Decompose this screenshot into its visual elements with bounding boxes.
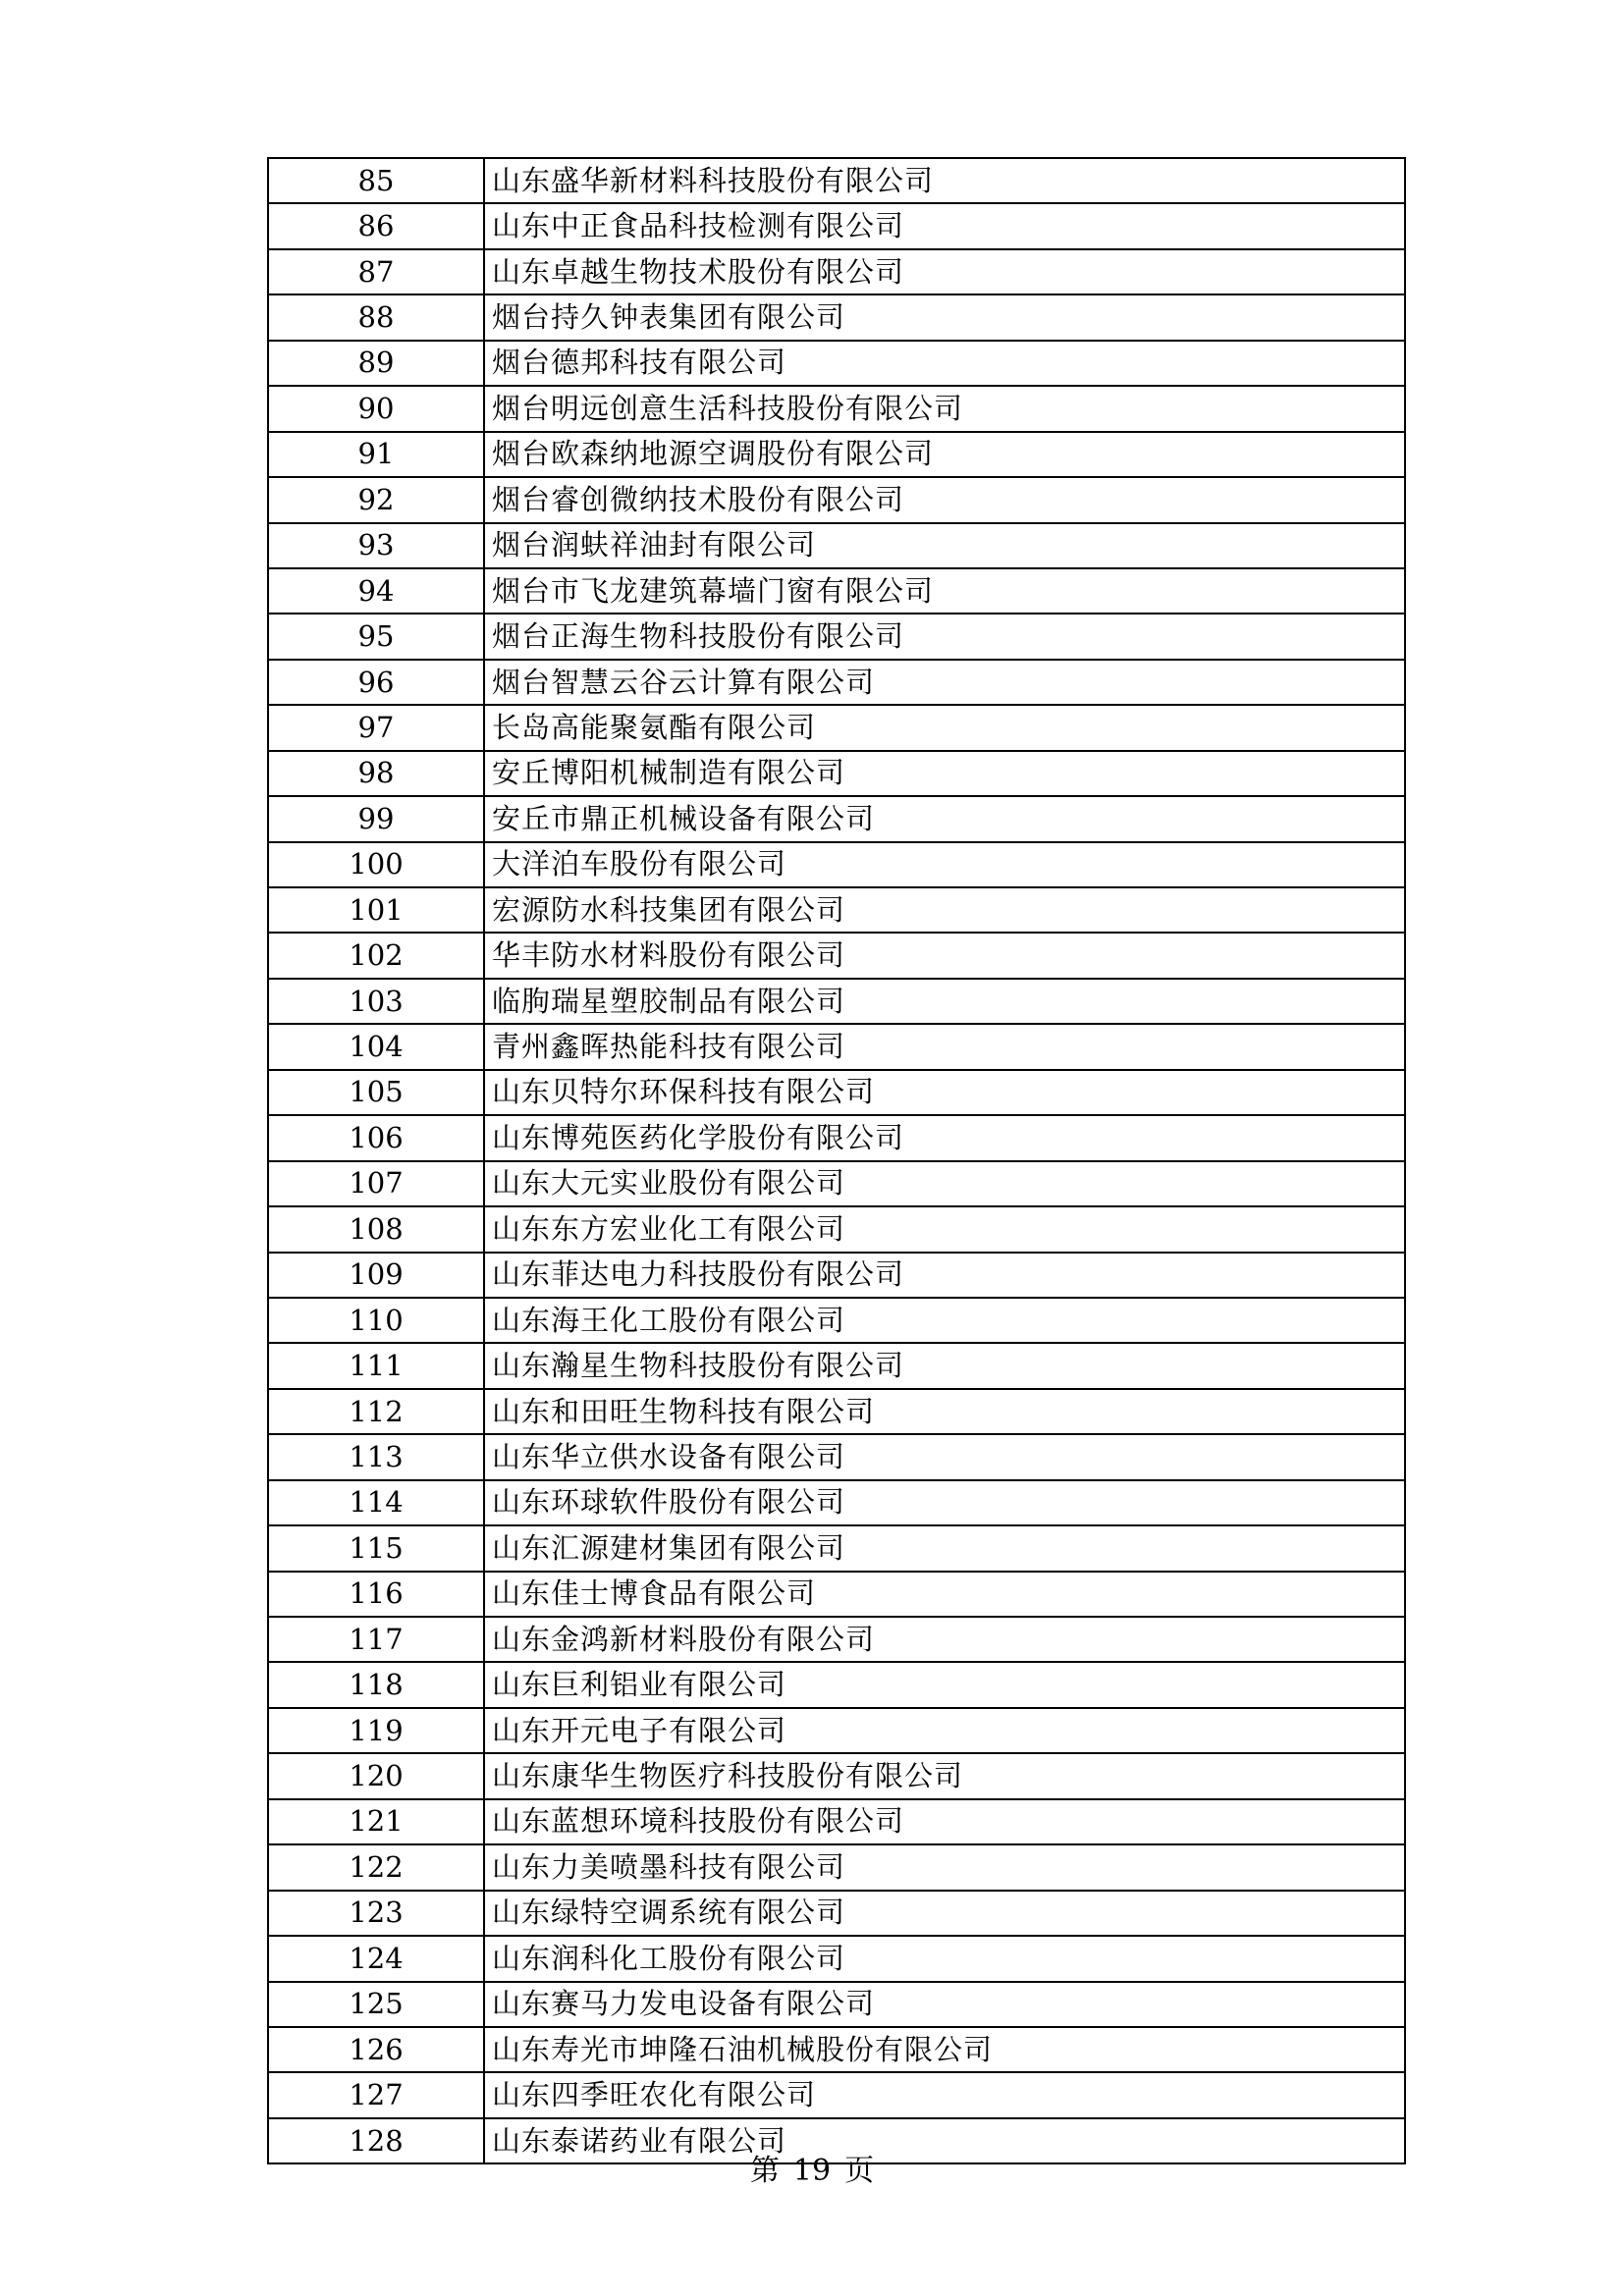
row-number-cell: 125 (268, 1982, 484, 2027)
company-name-cell: 山东和田旺生物科技有限公司 (484, 1389, 1405, 1434)
row-number-cell: 112 (268, 1389, 484, 1434)
table-row (268, 842, 1405, 887)
row-number-cell: 124 (268, 1936, 484, 1981)
company-name-cell: 山东盛华新材料科技股份有限公司 (484, 158, 1405, 203)
table-row (268, 705, 1405, 750)
table-row (268, 1115, 1405, 1160)
page-footer-suffix: 页 (844, 2154, 875, 2188)
company-name-cell: 华丰防水材料股份有限公司 (484, 933, 1405, 978)
table-row (268, 568, 1405, 614)
table-row (268, 660, 1405, 705)
company-name-cell: 烟台德邦科技有限公司 (484, 341, 1405, 386)
table-row (268, 1161, 1405, 1206)
row-number-cell: 110 (268, 1298, 484, 1343)
row-number-cell: 104 (268, 1024, 484, 1069)
row-number-cell: 126 (268, 2027, 484, 2072)
table-row (268, 386, 1405, 431)
company-name-cell: 烟台市飞龙建筑幕墙门窗有限公司 (484, 568, 1405, 614)
row-number-cell: 94 (268, 568, 484, 614)
company-name-cell: 山东汇源建材集团有限公司 (484, 1525, 1405, 1571)
company-name-cell: 烟台智慧云谷云计算有限公司 (484, 660, 1405, 705)
company-name-cell: 山东贝特尔环保科技有限公司 (484, 1070, 1405, 1115)
row-number-cell: 102 (268, 933, 484, 978)
row-number-cell: 116 (268, 1572, 484, 1617)
table-body (268, 158, 1405, 2163)
table-row (268, 203, 1405, 248)
company-name-cell: 山东四季旺农化有限公司 (484, 2072, 1405, 2117)
company-name-cell: 山东环球软件股份有限公司 (484, 1480, 1405, 1525)
page-footer-prefix: 第 (749, 2154, 780, 2188)
table-row (268, 1206, 1405, 1252)
row-number-cell: 88 (268, 294, 484, 340)
table-row (268, 979, 1405, 1024)
company-name-cell: 山东寿光市坤隆石油机械股份有限公司 (484, 2027, 1405, 2072)
row-number-cell: 118 (268, 1662, 484, 1707)
row-number-cell: 85 (268, 158, 484, 203)
table-row (268, 1936, 1405, 1981)
row-number-cell: 101 (268, 887, 484, 933)
table-row (268, 249, 1405, 294)
company-name-cell: 山东瀚星生物科技股份有限公司 (484, 1343, 1405, 1388)
company-name-cell: 烟台润蚨祥油封有限公司 (484, 523, 1405, 568)
table-row (268, 1844, 1405, 1890)
row-number-cell: 86 (268, 203, 484, 248)
row-number-cell: 103 (268, 979, 484, 1024)
table-row (268, 887, 1405, 933)
row-number-cell: 119 (268, 1708, 484, 1753)
company-name-cell: 山东东方宏业化工有限公司 (484, 1206, 1405, 1252)
table-row (268, 1753, 1405, 1798)
row-number-cell: 92 (268, 477, 484, 522)
row-number-cell: 111 (268, 1343, 484, 1388)
table-row (268, 1480, 1405, 1525)
company-name-cell: 烟台持久钟表集团有限公司 (484, 294, 1405, 340)
table-row (268, 1708, 1405, 1753)
table-row (268, 1891, 1405, 1936)
table-row (268, 1662, 1405, 1707)
company-name-cell: 山东大元实业股份有限公司 (484, 1161, 1405, 1206)
table-row (268, 1799, 1405, 1844)
row-number-cell: 120 (268, 1753, 484, 1798)
company-name-cell: 山东康华生物医疗科技股份有限公司 (484, 1753, 1405, 1798)
row-number-cell: 108 (268, 1206, 484, 1252)
row-number-cell: 113 (268, 1434, 484, 1479)
page-footer (0, 2154, 1624, 2188)
row-number-cell: 107 (268, 1161, 484, 1206)
row-number-cell: 97 (268, 705, 484, 750)
company-name-cell: 临朐瑞星塑胶制品有限公司 (484, 979, 1405, 1024)
table-row (268, 1298, 1405, 1343)
row-number-cell: 127 (268, 2072, 484, 2117)
row-number-cell: 117 (268, 1617, 484, 1662)
company-name-cell: 山东蓝想环境科技股份有限公司 (484, 1799, 1405, 1844)
company-name-cell: 长岛高能聚氨酯有限公司 (484, 705, 1405, 750)
company-name-cell: 山东卓越生物技术股份有限公司 (484, 249, 1405, 294)
company-name-cell: 山东中正食品科技检测有限公司 (484, 203, 1405, 248)
table-row (268, 2027, 1405, 2072)
company-name-cell: 宏源防水科技集团有限公司 (484, 887, 1405, 933)
row-number-cell: 122 (268, 1844, 484, 1890)
company-name-cell: 安丘市鼎正机械设备有限公司 (484, 796, 1405, 841)
row-number-cell: 121 (268, 1799, 484, 1844)
table-row (268, 1024, 1405, 1069)
company-name-cell: 山东佳士博食品有限公司 (484, 1572, 1405, 1617)
row-number-cell: 90 (268, 386, 484, 431)
table-row (268, 751, 1405, 796)
table-row (268, 933, 1405, 978)
company-name-cell: 山东开元电子有限公司 (484, 1708, 1405, 1753)
company-name-cell: 烟台欧森纳地源空调股份有限公司 (484, 432, 1405, 477)
company-name-cell: 山东绿特空调系统有限公司 (484, 1891, 1405, 1936)
table-row (268, 158, 1405, 203)
company-list-table (267, 157, 1406, 2164)
row-number-cell: 87 (268, 249, 484, 294)
company-name-cell: 烟台睿创微纳技术股份有限公司 (484, 477, 1405, 522)
company-name-cell: 山东润科化工股份有限公司 (484, 1936, 1405, 1981)
table-row (268, 614, 1405, 659)
table-row (268, 1434, 1405, 1479)
table-row (268, 796, 1405, 841)
table-row (268, 1343, 1405, 1388)
company-name-cell: 山东菲达电力科技股份有限公司 (484, 1253, 1405, 1298)
company-name-cell: 山东华立供水设备有限公司 (484, 1434, 1405, 1479)
row-number-cell: 98 (268, 751, 484, 796)
company-name-cell: 山东博苑医药化学股份有限公司 (484, 1115, 1405, 1160)
row-number-cell: 96 (268, 660, 484, 705)
table-row (268, 432, 1405, 477)
table-row (268, 2072, 1405, 2117)
company-name-cell: 烟台正海生物科技股份有限公司 (484, 614, 1405, 659)
table-row (268, 1070, 1405, 1115)
table-row (268, 294, 1405, 340)
company-name-cell: 山东金鸿新材料股份有限公司 (484, 1617, 1405, 1662)
company-name-cell: 山东赛马力发电设备有限公司 (484, 1982, 1405, 2027)
row-number-cell: 109 (268, 1253, 484, 1298)
company-name-cell: 大洋泊车股份有限公司 (484, 842, 1405, 887)
page-number: 19 (792, 2154, 832, 2188)
row-number-cell: 89 (268, 341, 484, 386)
table-row (268, 1982, 1405, 2027)
table-row (268, 1572, 1405, 1617)
table-row (268, 1617, 1405, 1662)
row-number-cell: 93 (268, 523, 484, 568)
table-row (268, 1253, 1405, 1298)
row-number-cell: 105 (268, 1070, 484, 1115)
table-row (268, 341, 1405, 386)
row-number-cell: 95 (268, 614, 484, 659)
table-row (268, 1389, 1405, 1434)
company-name-cell: 山东力美喷墨科技有限公司 (484, 1844, 1405, 1890)
row-number-cell: 114 (268, 1480, 484, 1525)
row-number-cell: 128 (268, 2118, 484, 2163)
table-row (268, 523, 1405, 568)
company-name-cell: 山东巨利铝业有限公司 (484, 1662, 1405, 1707)
row-number-cell: 106 (268, 1115, 484, 1160)
row-number-cell: 99 (268, 796, 484, 841)
company-name-cell: 青州鑫晖热能科技有限公司 (484, 1024, 1405, 1069)
company-name-cell: 山东泰诺药业有限公司 (484, 2118, 1405, 2163)
table-row (268, 1525, 1405, 1571)
row-number-cell: 115 (268, 1525, 484, 1571)
company-name-cell: 山东海王化工股份有限公司 (484, 1298, 1405, 1343)
row-number-cell: 91 (268, 432, 484, 477)
row-number-cell: 100 (268, 842, 484, 887)
table-row (268, 477, 1405, 522)
row-number-cell: 123 (268, 1891, 484, 1936)
company-name-cell: 烟台明远创意生活科技股份有限公司 (484, 386, 1405, 431)
company-name-cell: 安丘博阳机械制造有限公司 (484, 751, 1405, 796)
